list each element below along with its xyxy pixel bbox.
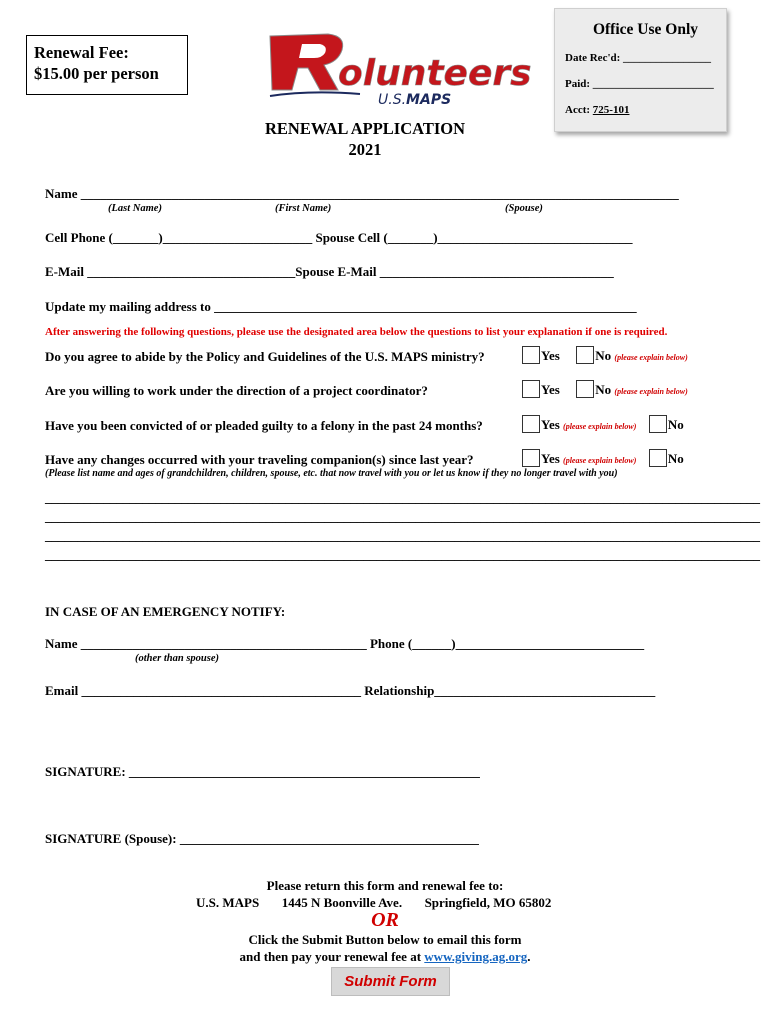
logo-subtext: U.S.MAPS bbox=[378, 92, 452, 108]
no-label: No bbox=[667, 451, 684, 466]
form-title-text: RENEWAL APPLICATION bbox=[264, 119, 466, 138]
office-use-title: Office Use Only bbox=[592, 21, 699, 38]
yes-label: Yes bbox=[541, 382, 560, 397]
city-state-zip: Springfield, MO 65802 bbox=[424, 895, 552, 910]
explanation-line[interactable]: ______________________________________________________________________________________________________________ bbox=[45, 528, 760, 543]
emergency-name-field[interactable]: Name ____________________________________________ Phone (______)_____________________________ bbox=[45, 636, 645, 651]
explanation-line[interactable]: ______________________________________________________________________________________________________________ bbox=[45, 509, 760, 524]
name-field[interactable]: Name ____________________________________________________________________________________________ bbox=[45, 186, 679, 201]
please-explain-note: (please explain below) bbox=[563, 456, 637, 465]
cell-phone-field[interactable]: Cell Phone (_______)_______________________ Spouse Cell (_______)______________________________ bbox=[45, 230, 633, 245]
felony-no-checkbox[interactable] bbox=[649, 415, 667, 433]
please-explain-note: (please explain below) bbox=[563, 422, 637, 431]
street-address: 1445 N Boonville Ave. bbox=[281, 895, 403, 910]
policy-yes-checkbox[interactable] bbox=[522, 346, 540, 364]
no-label: No bbox=[667, 417, 684, 432]
policy-no-checkbox[interactable] bbox=[576, 346, 594, 364]
mailing-address-field[interactable]: Update my mailing address to _________________________________________________________________ bbox=[45, 299, 637, 314]
office-use-box bbox=[554, 8, 727, 132]
felony-answer bbox=[522, 415, 684, 433]
submit-form-button[interactable]: Submit Form bbox=[331, 967, 450, 996]
explanation-line[interactable]: ______________________________________________________________________________________________________________ bbox=[45, 547, 760, 562]
felony-yes-checkbox[interactable] bbox=[522, 415, 540, 433]
signature-field[interactable]: SIGNATURE: ______________________________________________________ bbox=[45, 764, 480, 779]
coordinator-yes-checkbox[interactable] bbox=[522, 380, 540, 398]
companions-yes-checkbox[interactable] bbox=[522, 449, 540, 467]
emergency-email-field[interactable]: Email ___________________________________________ Relationship__________________________________ bbox=[45, 683, 656, 698]
coordinator-answer bbox=[522, 380, 688, 398]
form-title bbox=[200, 118, 530, 160]
or-divider: OR bbox=[371, 909, 399, 931]
companions-no-checkbox[interactable] bbox=[649, 449, 667, 467]
renewal-fee-amount: $15.00 per person bbox=[34, 64, 159, 83]
last-name-caption: (Last Name) bbox=[108, 203, 162, 214]
question-companions: Have any changes occurred with your traveling companion(s) since last year? bbox=[45, 452, 474, 467]
no-label: No bbox=[595, 382, 612, 397]
spouse-name-caption: (Spouse) bbox=[505, 203, 543, 214]
emergency-heading: IN CASE OF AN EMERGENCY NOTIFY: bbox=[45, 604, 286, 619]
first-name-caption: (First Name) bbox=[275, 203, 332, 214]
other-than-spouse-caption: (other than spouse) bbox=[135, 653, 220, 664]
yes-label: Yes bbox=[541, 451, 560, 466]
question-policy: Do you agree to abide by the Policy and Guidelines of the U.S. MAPS ministry? bbox=[45, 349, 485, 364]
account-label: Acct: bbox=[565, 104, 593, 116]
yes-label: Yes bbox=[541, 417, 560, 432]
please-explain-note: (please explain below) bbox=[614, 387, 688, 396]
payment-text: and then pay your renewal fee at bbox=[239, 949, 425, 964]
giving-link[interactable]: www.giving.ag.org bbox=[424, 949, 528, 964]
return-instructions: Please return this form and renewal fee to: bbox=[266, 878, 504, 893]
coordinator-no-checkbox[interactable] bbox=[576, 380, 594, 398]
paid-field: Paid: ______________________ bbox=[565, 78, 714, 90]
explanation-line[interactable]: ______________________________________________________________________________________________________________ bbox=[45, 490, 760, 505]
rvolunteers-logo bbox=[250, 28, 532, 110]
logo-wordmark: olunteers bbox=[338, 53, 532, 94]
question-coordinator: Are you willing to work under the direction of a project coordinator? bbox=[45, 383, 428, 398]
email-field[interactable]: E-Mail ________________________________Spouse E-Mail ____________________________________ bbox=[45, 264, 614, 279]
companions-answer bbox=[522, 449, 684, 467]
yes-label: Yes bbox=[541, 348, 560, 363]
payment-period: . bbox=[527, 949, 531, 964]
companions-note: (Please list name and ages of grandchildren, children, spouse, etc. that now travel with you or let us know if they no longer travel with you) bbox=[45, 468, 618, 479]
question-felony: Have you been convicted of or pleaded guilty to a felony in the past 24 months? bbox=[45, 418, 483, 433]
payment-instructions bbox=[0, 949, 770, 965]
instructions-text: After answering the following questions, please use the designated area below the questions to list your explanation if one is required. bbox=[45, 326, 668, 338]
renewal-fee-label: Renewal Fee: bbox=[34, 43, 129, 62]
account-field bbox=[565, 104, 726, 116]
policy-answer bbox=[522, 346, 688, 364]
please-explain-note: (please explain below) bbox=[614, 353, 688, 362]
form-year: 2021 bbox=[348, 140, 382, 159]
spouse-signature-field[interactable]: SIGNATURE (Spouse): ______________________________________________ bbox=[45, 831, 479, 846]
account-number: 725-101 bbox=[592, 104, 630, 116]
date-received-field: Date Rec'd: ________________ bbox=[565, 52, 712, 64]
submit-instructions: Click the Submit Button below to email this form bbox=[248, 932, 522, 947]
no-label: No bbox=[595, 348, 612, 363]
org-name: U.S. MAPS bbox=[196, 895, 260, 910]
renewal-fee-box bbox=[26, 35, 188, 95]
